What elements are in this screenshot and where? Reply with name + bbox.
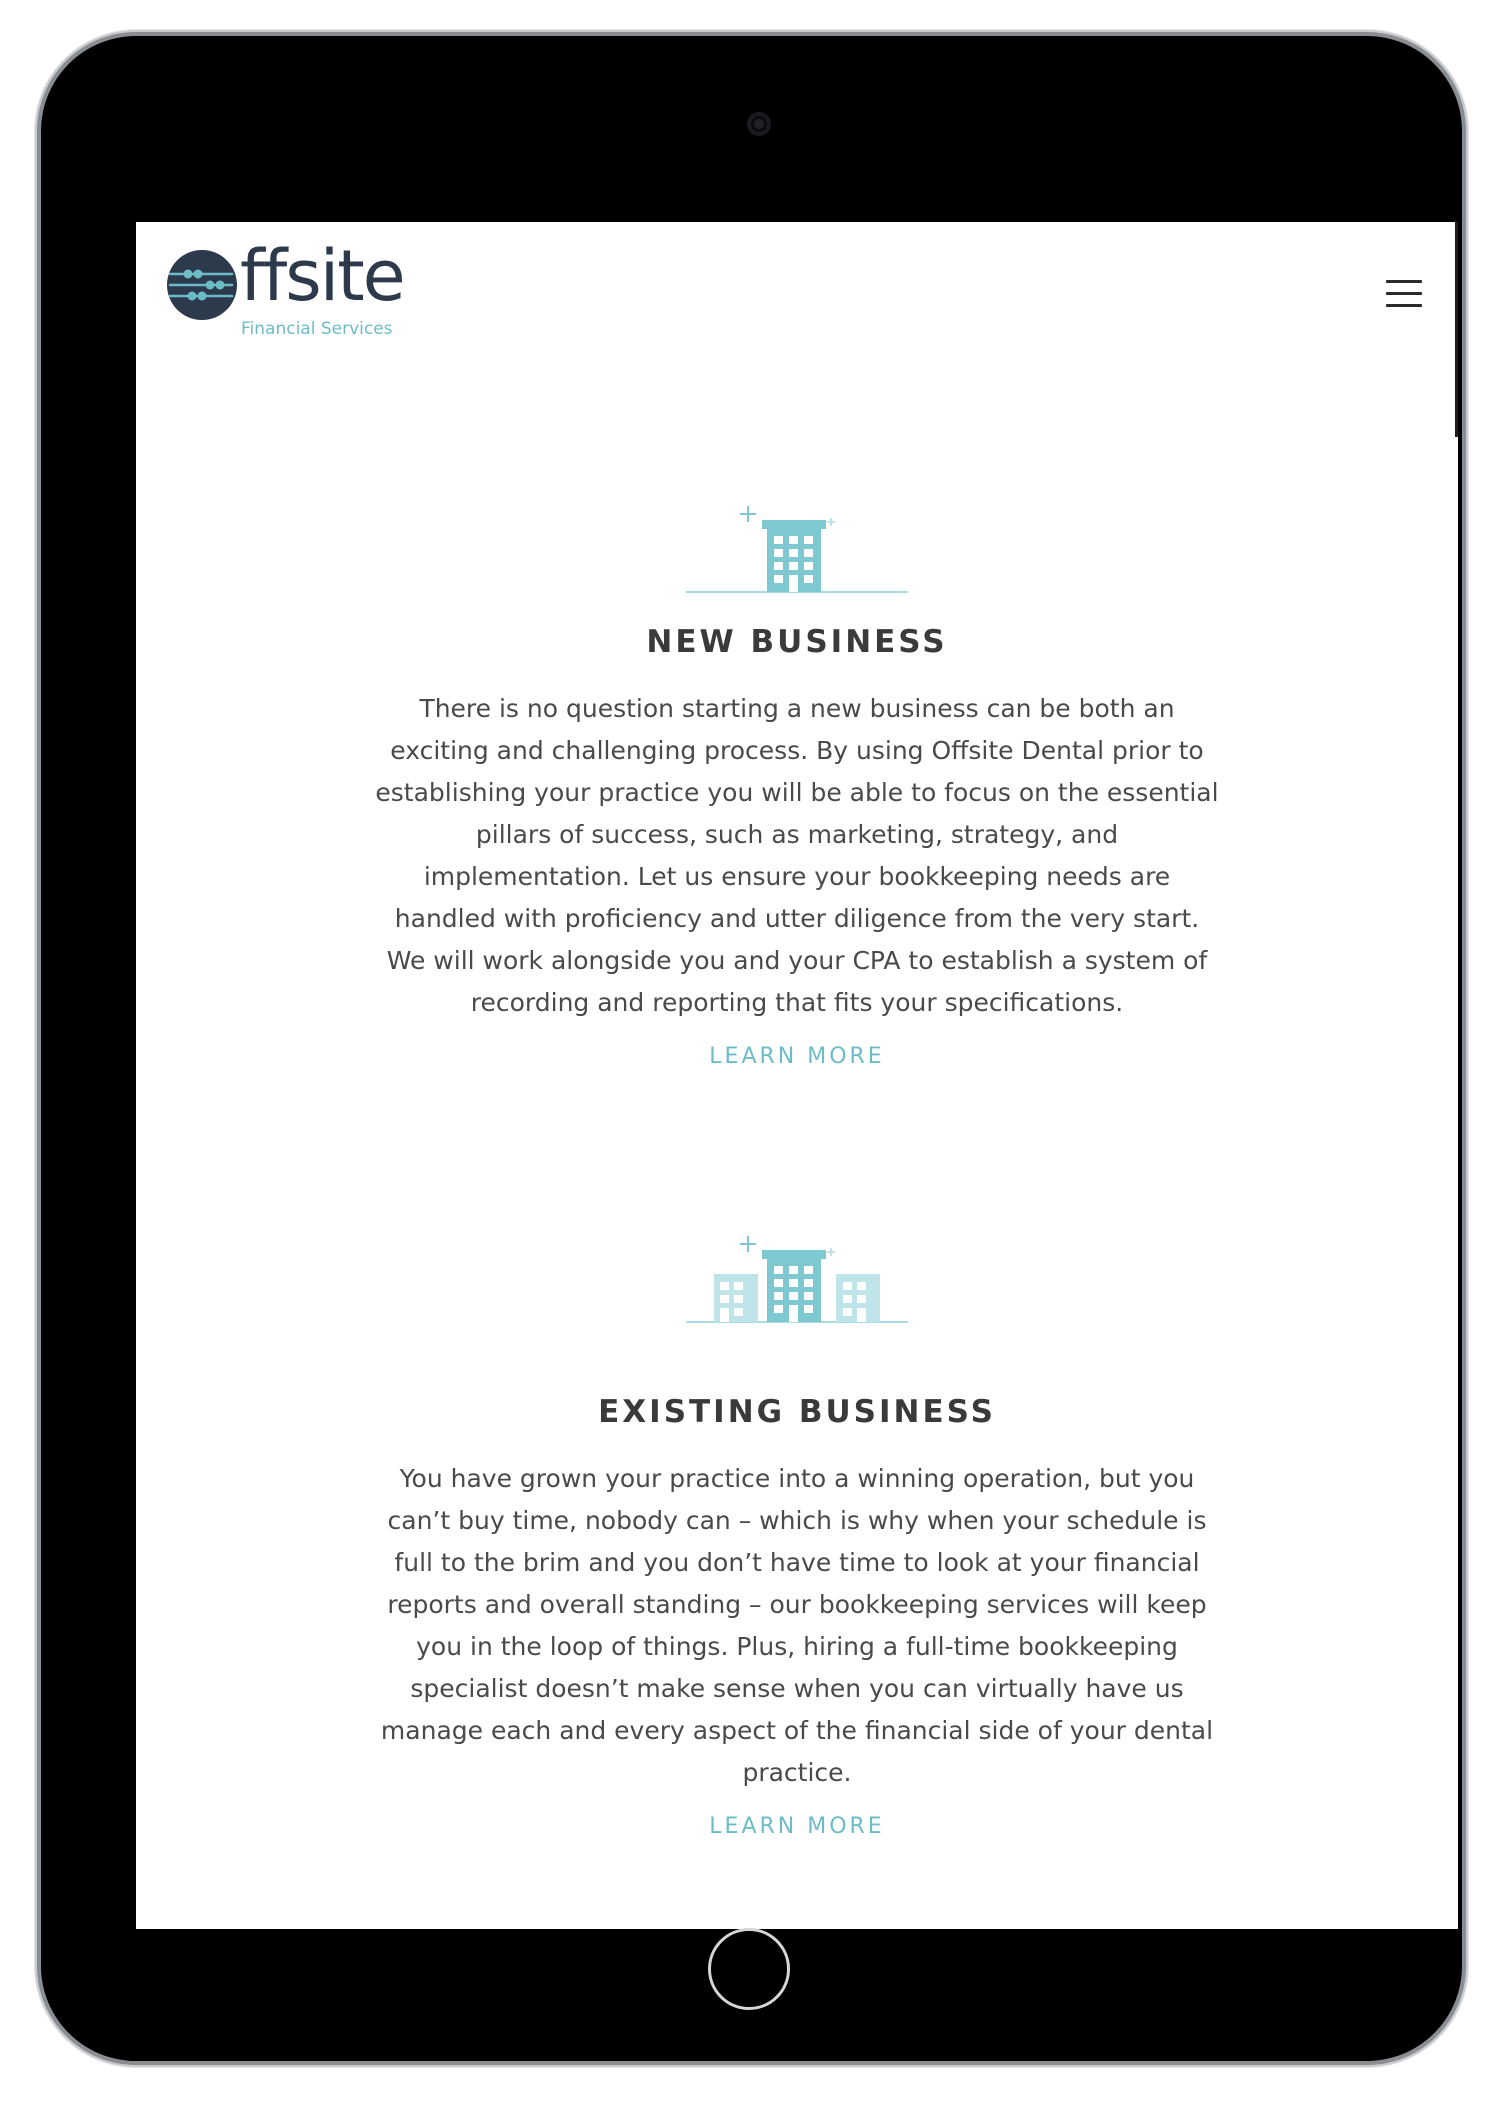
screen	[136, 222, 1458, 1929]
building-cluster-icon	[686, 1232, 908, 1324]
section-body: You have grown your practice into a winning operation, but you can’t buy time, nobody can – which is why when your schedule is full to the brim and you don’t have time to look at your financial reports and overall standing – our bookkeeping services will keep you in the loop of things. Plus, hiring a full-time bookkeeping specialist doesn’t make sense when you can virtually have us manage each and every aspect of the financial side of your dental practice.	[380, 1464, 1214, 1787]
hamburger-menu-icon[interactable]	[1386, 280, 1422, 308]
camera-icon	[747, 112, 771, 136]
section-title: NEW BUSINESS	[646, 624, 948, 660]
logo-wordmark: ffsite	[240, 235, 404, 317]
new-business-section	[136, 502, 1458, 1069]
tablet-frame	[41, 36, 1462, 2061]
single-building-icon	[686, 502, 908, 594]
existing-business-section	[136, 1232, 1458, 1839]
logo-subtitle: Financial Services	[241, 319, 393, 339]
scrollbar[interactable]	[1455, 222, 1458, 437]
logo[interactable]	[166, 235, 404, 339]
section-title: EXISTING BUSINESS	[598, 1394, 996, 1430]
home-button[interactable]	[708, 1928, 790, 2010]
learn-more-link[interactable]: LEARN MORE	[709, 1814, 885, 1839]
learn-more-link[interactable]: LEARN MORE	[709, 1044, 885, 1069]
section-body: There is no question starting a new business can be both an exciting and challenging process. By using Offsite Dental prior to establishing your practice you will be able to focus on the essential pillars of success, such as marketing, strategy, and implementation. Let us ensure your bookkeeping needs are handled with proficiency and utter diligence from the very start. We will work alongside you and your CPA to establish a system of recording and reporting that fits your specifications.	[375, 694, 1219, 1017]
logo-mark-icon	[166, 249, 238, 321]
